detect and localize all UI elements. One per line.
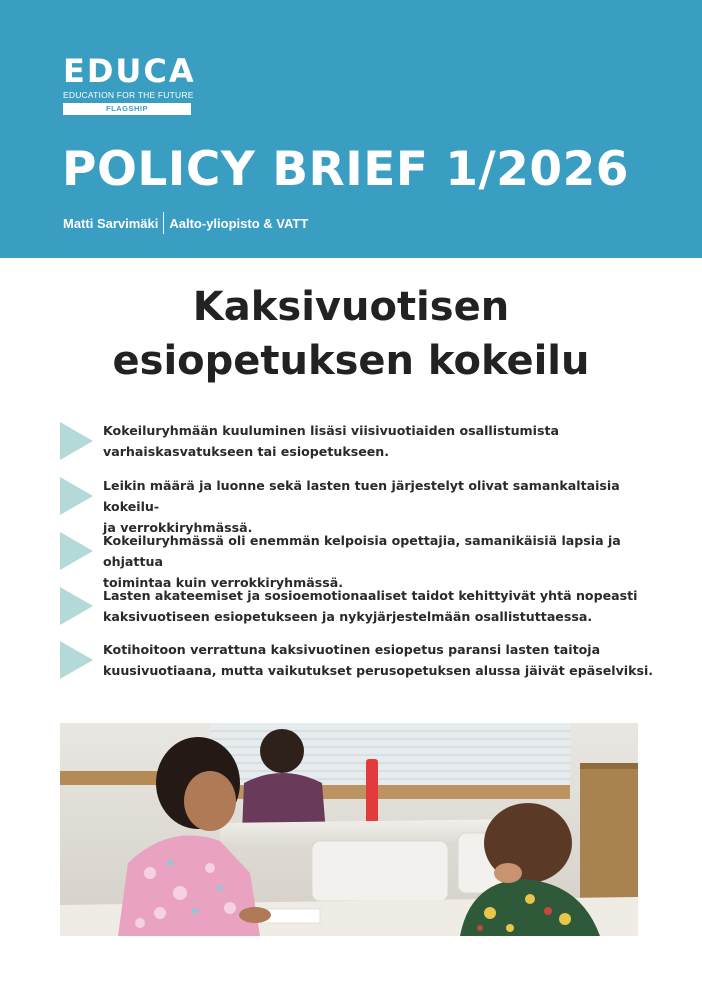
- heading-line-2: esiopetuksen kokeilu: [112, 338, 590, 384]
- finding-line: kaksivuotiseen esiopetukseen ja nykyjärjestelmään osallistuttaessa.: [103, 609, 593, 624]
- author-divider: [163, 212, 164, 234]
- policy-brief-title: POLICY BRIEF 1/2026: [62, 142, 629, 197]
- author-line: [63, 212, 308, 234]
- document-heading: [0, 280, 702, 388]
- logo-tagline: EDUCATION FOR THE FUTURE: [63, 90, 194, 100]
- finding-text: [103, 475, 660, 538]
- arrow-bullet-icon: [60, 422, 93, 460]
- educa-logo: [63, 52, 196, 115]
- finding-item: [60, 585, 660, 627]
- arrow-bullet-icon: [60, 477, 93, 515]
- finding-item: [60, 420, 660, 462]
- finding-text: [103, 530, 660, 593]
- logo-wordmark: EDUCA: [63, 52, 196, 90]
- arrow-bullet-icon: [60, 532, 93, 570]
- finding-text: [103, 639, 653, 681]
- finding-item: [60, 475, 660, 538]
- finding-text: [103, 420, 559, 462]
- finding-item: [60, 639, 660, 681]
- finding-line: Lasten akateemiset ja sosioemotionaaliset taidot kehittyivät yhtä nopeasti: [103, 588, 638, 603]
- author-name: Matti Sarvimäki: [63, 215, 159, 231]
- finding-text: [103, 585, 637, 627]
- finding-line: Kokeiluryhmässä oli enemmän kelpoisia opettajia, samanikäisiä lapsia ja ohjattua: [103, 533, 621, 569]
- finding-line: ja verrokkiryhmässä.: [103, 520, 253, 535]
- heading-line-1: Kaksivuotisen: [192, 284, 510, 330]
- arrow-bullet-icon: [60, 587, 93, 625]
- finding-line: Kokeiluryhmään kuuluminen lisäsi viisivuotiaiden osallistumista: [103, 423, 560, 438]
- finding-line: varhaiskasvatukseen tai esiopetukseen.: [103, 444, 390, 459]
- classroom-photo: [60, 723, 638, 936]
- finding-item: [60, 530, 660, 593]
- finding-line: Leikin määrä ja luonne sekä lasten tuen järjestelyt olivat samankaltaisia kokeilu-: [103, 478, 620, 514]
- classroom-photo-illustration: [60, 723, 638, 936]
- finding-line: kuusivuotiaana, mutta vaikutukset perusopetuksen alussa jäivät epäselviksi.: [103, 663, 654, 678]
- finding-line: Kotihoitoon verrattuna kaksivuotinen esiopetus paransi lasten taitoja: [103, 642, 601, 657]
- arrow-bullet-icon: [60, 641, 93, 679]
- logo-flagship-label: FLAGSHIP: [63, 103, 191, 115]
- author-affiliation: Aalto-yliopisto & VATT: [169, 215, 309, 231]
- finding-line: toimintaa kuin verrokkiryhmässä.: [103, 575, 343, 590]
